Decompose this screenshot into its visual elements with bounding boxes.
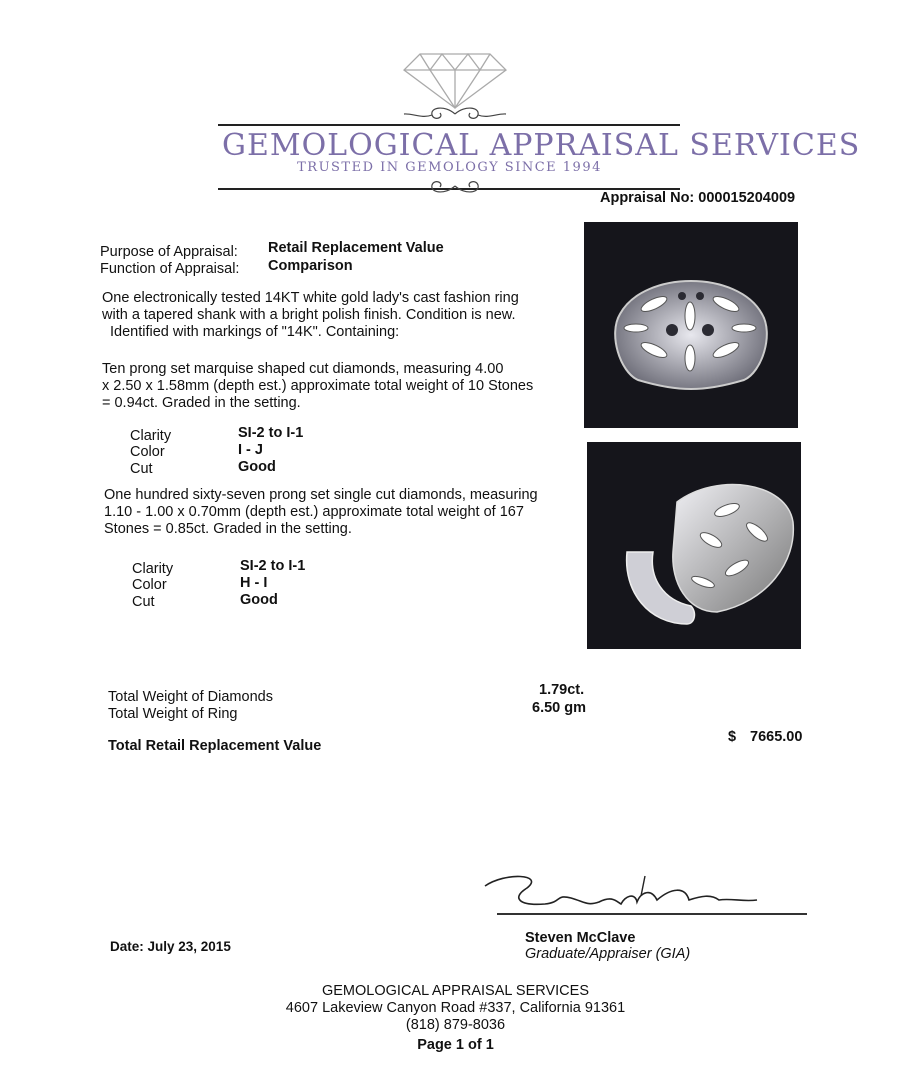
- description-line: One electronically tested 14KT white gold lady's cast fashion ring: [102, 290, 519, 306]
- logo-rule-top: [218, 124, 680, 126]
- appraisal-number: [600, 190, 795, 207]
- footer-phone: (818) 879-8036: [405, 1017, 506, 1033]
- ring-photo-top: [584, 222, 798, 428]
- total-diamonds-value: 1.79ct.: [539, 682, 585, 698]
- appraiser-title: Graduate/Appraiser (GIA): [525, 946, 691, 962]
- page-indicator: Page 1 of 1: [417, 1037, 494, 1053]
- item-description: [102, 290, 542, 341]
- stone-line: = 0.94ct. Graded in the setting.: [102, 395, 301, 411]
- stone-line: Ten prong set marquise shaped cut diamonds, measuring 4.00: [102, 361, 504, 377]
- function-label: Function of Appraisal:: [100, 261, 240, 277]
- ornament-flourish-top-icon: [400, 103, 510, 125]
- stone-line: x 2.50 x 1.58mm (depth est.) approximate total weight of 10 Stones: [102, 378, 534, 394]
- stone-1-cut-value: Good: [238, 459, 276, 475]
- stone-2-clarity-label: Clarity: [132, 561, 174, 577]
- ornament-flourish-bottom-icon: [400, 175, 510, 197]
- stone-line: One hundred sixty-seven prong set single cut diamonds, measuring: [104, 487, 538, 503]
- purpose-label: Purpose of Appraisal:: [100, 244, 238, 260]
- company-logo-title: GEMOLOGICAL APPRAISAL SERVICES: [222, 128, 861, 163]
- signature-line: [497, 913, 807, 915]
- appraisal-number-label: Appraisal No:: [600, 190, 695, 206]
- ring-top-view-image: [584, 222, 798, 428]
- description-line: Identified with markings of "14K". Containing:: [110, 324, 400, 340]
- company-tagline: TRUSTED IN GEMOLOGY SINCE 1994: [297, 160, 602, 175]
- stone-line: Stones = 0.85ct. Graded in the setting.: [104, 521, 352, 537]
- stone-1-color-value: I - J: [238, 442, 263, 458]
- function-value: Comparison: [268, 258, 353, 274]
- total-retail-label: Total Retail Replacement Value: [108, 738, 322, 754]
- appraiser-signature: [475, 866, 765, 916]
- total-diamonds-label: Total Weight of Diamonds: [108, 689, 273, 705]
- stone-group-1-text: [102, 361, 542, 412]
- stone-2-color-value: H - I: [240, 575, 268, 591]
- purpose-value: Retail Replacement Value: [268, 240, 444, 256]
- stone-group-2-text: [104, 487, 544, 538]
- stone-2-cut-value: Good: [240, 592, 278, 608]
- total-ring-value: 6.50 gm: [532, 700, 586, 716]
- appraisal-number-value: 000015204009: [698, 190, 796, 206]
- stone-2-clarity-value: SI-2 to I-1: [240, 558, 306, 574]
- stone-1-color-label: Color: [130, 444, 165, 460]
- appraisal-date: Date: July 23, 2015: [110, 939, 231, 954]
- stone-1-clarity-value: SI-2 to I-1: [238, 425, 304, 441]
- description-line: with a tapered shank with a bright polish finish. Condition is new.: [102, 307, 516, 323]
- total-ring-label: Total Weight of Ring: [108, 706, 238, 722]
- stone-2-cut-label: Cut: [132, 594, 155, 610]
- stone-line: 1.10 - 1.00 x 0.70mm (depth est.) approximate total weight of 167: [104, 504, 524, 520]
- appraiser-name: Steven McClave: [525, 930, 636, 946]
- stone-1-cut-label: Cut: [130, 461, 153, 477]
- footer-company: GEMOLOGICAL APPRAISAL SERVICES: [321, 983, 589, 999]
- ring-side-view-image: [587, 442, 801, 649]
- diamond-logo-icon: [400, 48, 510, 110]
- ring-photo-side: [587, 442, 801, 649]
- stone-2-color-label: Color: [132, 577, 167, 593]
- stone-1-clarity-label: Clarity: [130, 428, 172, 444]
- footer-address: 4607 Lakeview Canyon Road #337, California 91361: [285, 1000, 626, 1016]
- total-retail-value: 7665.00: [750, 729, 803, 745]
- total-retail-currency: $: [728, 729, 737, 745]
